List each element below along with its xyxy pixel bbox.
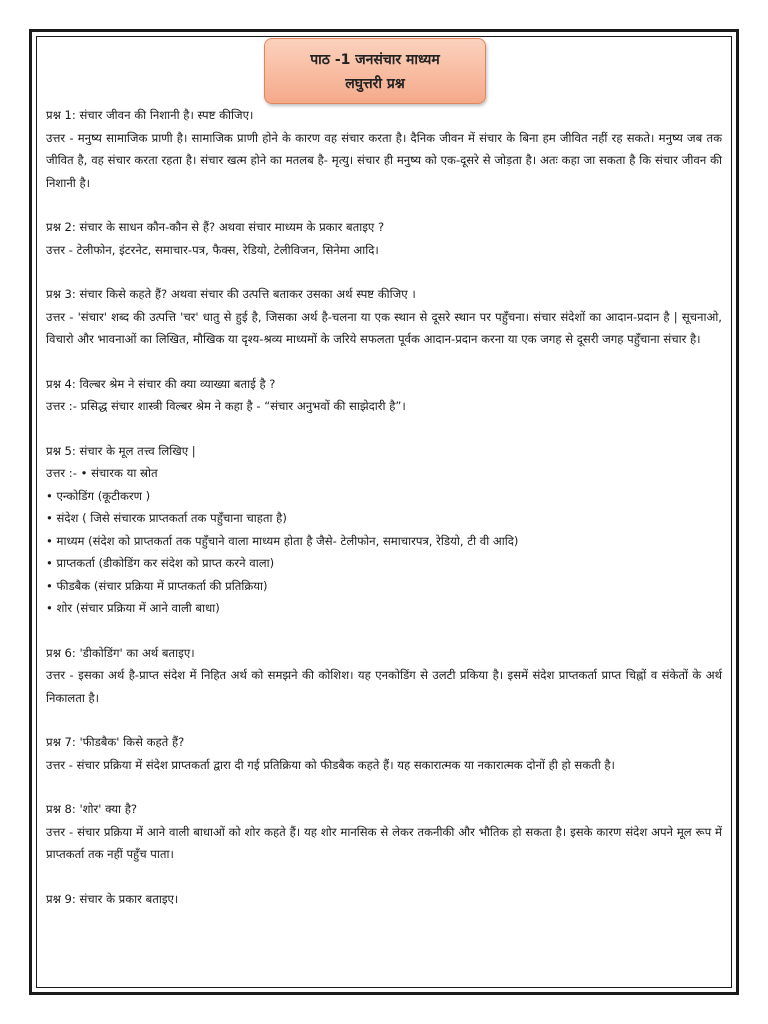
document-body: [46, 104, 722, 910]
question-text: प्रश्न 2: संचार के साधन कौन-कौन से हैं? अथवा संचार माध्यम के प्रकार बताइए ?: [46, 220, 385, 234]
question-text: प्रश्न 8: 'शोर' क्या है?: [46, 802, 138, 816]
question-4: [46, 373, 722, 418]
question-5: [46, 440, 722, 620]
question-6: [46, 642, 722, 710]
question-text: प्रश्न 7: 'फीडबैक' किसे कहते हैं?: [46, 735, 185, 749]
question-2: [46, 216, 722, 261]
answer-text: उत्तर - संचार प्रक्रिया में संदेश प्राप्तकर्ता द्वारा दी गई प्रतिक्रिया को फीडबैक कहते हैं। यह सकारात्मक या नकारात्मक दोनों ही हो सकती है।: [46, 757, 615, 772]
question-9: [46, 888, 722, 911]
list-item: • संदेश ( जिसे संचारक प्राप्तकर्ता तक पहुँचाना चाहता है): [46, 511, 287, 525]
question-3: [46, 283, 722, 351]
list-item: • माध्यम (संदेश को प्राप्तकर्ता तक पहुँचाने वाला माध्यम होता है जैसे- टेलीफोन, समाचारपत्र, रेडियो, टी वी आदि): [46, 533, 519, 548]
question-7: [46, 731, 722, 776]
list-item: • प्राप्तकर्ता (डीकोडिंग कर संदेश को प्राप्त करने वाला): [46, 556, 275, 570]
answer-text: उत्तर :- प्रसिद्ध संचार शास्त्री विल्बर श्रेम ने कहा है - “संचार अनुभवों की साझेदारी है”।: [46, 399, 406, 413]
answer-text: उत्तर - इसका अर्थ है-प्राप्त संदेश में निहित अर्थ को समझने की कोशिश। यह एनकोडिंग से उलटी प्रकिया है। इसमें संदेश प्राप्तकर्ता प्राप्त चिह्नों व संकेतों के अर्थ निकालता है।: [46, 668, 722, 705]
question-text: प्रश्न 1: संचार जीवन की निशानी है। स्पष्ट कीजिए।: [46, 108, 254, 122]
chapter-title-box: [264, 38, 486, 104]
question-1: [46, 104, 722, 194]
question-text: प्रश्न 3: संचार किसे कहते हैं? अथवा संचार की उत्पत्ति बताकर उसका अर्थ स्पष्ट कीजिए ।: [46, 287, 416, 301]
chapter-title: पाठ -1 जनसंचार माध्यम: [310, 51, 440, 68]
answer-text: उत्तर - टेलीफोन, इंटरनेट, समाचार-पत्र, फैक्स, रेडियो, टेलीविजन, सिनेमा आदि।: [46, 242, 379, 257]
question-text: प्रश्न 9: संचार के प्रकार बताइए।: [46, 891, 179, 906]
list-item: • शोर (संचार प्रक्रिया में आने वाली बाधा): [46, 601, 220, 615]
answer-text: उत्तर - संचार प्रक्रिया में आने वाली बाधाओं को शोर कहते हैं। यह शोर मानसिक से लेकर तकनीकी और भौतिक हो सकता है। इसके कारण संदेश अपने मूल रूप में प्राप्तकर्ता तक नहीं पहुँच पाता।: [46, 824, 722, 861]
question-8: [46, 798, 722, 866]
answer-intro: उत्तर :- • संचारक या स्रोत: [46, 466, 158, 480]
answer-text: उत्तर - मनुष्य सामाजिक प्राणी है। सामाजिक प्राणी होने के कारण वह संचार करता है। दैनिक जीवन में संचार के बिना हम जीवित नहीं रह सकते। मनुष्य जब तक जीवित है, वह संचार करता रहता है। संचार खत्म होने का मतलब है- मृत्यु। संचार ही मनुष्य को एक-दूसरे से जोड़ता है। अतः कहा जा सकता है कि संचार जीवन की निशानी है।: [46, 130, 722, 190]
list-item: • फीडबैक (संचार प्रक्रिया में प्राप्तकर्ता की प्रतिक्रिया): [46, 578, 268, 593]
question-text: प्रश्न 5: संचार के मूल तत्त्व लिखिए |: [46, 443, 196, 458]
question-text: प्रश्न 6: 'डीकोडिंग' का अर्थ बताइए।: [46, 645, 195, 660]
question-text: प्रश्न 4: विल्बर श्रेम ने संचार की क्या व्याख्या बताई है ?: [46, 376, 276, 391]
chapter-subtitle: लघुत्तरी प्रश्न: [345, 75, 405, 92]
list-item: • एन्कोडिंग (कूटीकरण ): [46, 488, 151, 503]
answer-text: उत्तर - 'संचार' शब्द की उत्पत्ति 'चर' धातु से हुई है, जिसका अर्थ है-चलना या एक स्थान से दूसरे स्थान पर पहुँचना। संचार संदेशों का आदान-प्रदान है | सूचनाओ, विचारो और भावनाओं का लिखित, मौखिक या दृश्य-श्रव्य माध्यमों के जरिये सफलता पूर्वक आदान-प्रदान करना या एक जगह से दूसरी जगह पहुँचाना संचार है।: [46, 309, 722, 346]
